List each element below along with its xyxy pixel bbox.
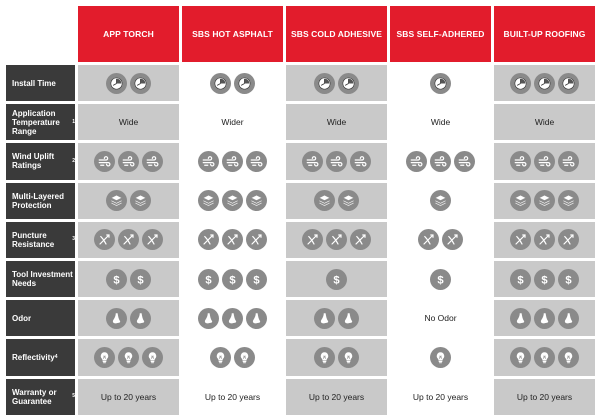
dollar-icon [130,269,151,290]
table-cell [78,379,179,415]
table-cell [286,65,387,101]
nose-icon [246,308,267,329]
layers-icon [222,190,243,211]
table-cell [286,339,387,375]
nose-icon [338,308,359,329]
table-cell [286,261,387,297]
puncture-icon [118,229,139,250]
row-label-text: Odor [12,313,32,323]
table-cell [494,65,595,101]
svg-text:$: $ [205,274,212,287]
clock-icon [558,73,579,94]
dollar-icon [246,269,267,290]
puncture-icon [142,229,163,250]
row-label [6,339,75,375]
footnote-marker: 1 [72,118,75,125]
row-label [6,379,75,415]
lightbulb-icon [210,347,231,368]
wind-icon [198,151,219,172]
table-cell [78,339,179,375]
wind-icon [302,151,323,172]
nose-icon [534,308,555,329]
dollar-icon [198,269,219,290]
puncture-icon [246,229,267,250]
layers-icon [130,190,151,211]
table-cell [390,339,491,375]
nose-icon [510,308,531,329]
table-cell [182,104,283,140]
wind-icon [222,151,243,172]
row-label-text: Multi-Layered Protection [12,191,65,210]
cell-text: Up to 20 years [516,391,573,402]
layers-icon [106,190,127,211]
table-cell [494,300,595,336]
wind-icon [118,151,139,172]
svg-text:$: $ [565,274,572,287]
wind-icon [454,151,475,172]
svg-text:$: $ [137,274,144,287]
lightbulb-icon [142,347,163,368]
dollar-icon [106,269,127,290]
row-label-text: Install Time [12,78,56,88]
cell-text: Up to 20 years [412,391,469,402]
wind-icon [430,151,451,172]
cell-text: Wide [326,117,347,128]
table-cell [182,65,283,101]
column-header: SBS HOT ASPHALT [182,6,283,62]
row-label [6,300,75,336]
layers-icon [198,190,219,211]
row-label-text: Tool Investment Needs [12,270,73,289]
nose-icon [314,308,335,329]
table-cell [78,65,179,101]
row-label [6,222,75,258]
footnote-marker: 3 [72,236,75,243]
table-cell [182,222,283,258]
row-label [6,143,75,179]
puncture-icon [222,229,243,250]
wind-icon [350,151,371,172]
cell-text: Up to 20 years [204,391,261,402]
table-cell [390,222,491,258]
layers-icon [338,190,359,211]
cell-text: Up to 20 years [308,391,365,402]
clock-icon [234,73,255,94]
cell-text: Wide [430,117,451,128]
lightbulb-icon [510,347,531,368]
table-cell [182,143,283,179]
lightbulb-icon [338,347,359,368]
table-cell [286,104,387,140]
table-cell [494,183,595,219]
footnote-marker: 2 [72,157,75,164]
svg-text:$: $ [253,274,260,287]
nose-icon [558,308,579,329]
table-corner [6,6,75,62]
puncture-icon [302,229,323,250]
clock-icon [430,73,451,94]
dollar-icon [510,269,531,290]
table-cell [78,183,179,219]
lightbulb-icon [94,347,115,368]
clock-icon [534,73,555,94]
table-cell [182,300,283,336]
dollar-icon [534,269,555,290]
table-cell [182,261,283,297]
layers-icon [510,190,531,211]
table-cell [286,379,387,415]
table-cell [494,143,595,179]
clock-icon [510,73,531,94]
puncture-icon [510,229,531,250]
svg-text:$: $ [541,274,548,287]
table-cell [182,379,283,415]
svg-text:$: $ [113,274,120,287]
cell-text: Wider [221,117,244,128]
layers-icon [246,190,267,211]
table-cell [494,261,595,297]
table-cell [390,143,491,179]
wind-icon [94,151,115,172]
column-header: APP TORCH [78,6,179,62]
table-cell [78,222,179,258]
clock-icon [314,73,335,94]
wind-icon [406,151,427,172]
cell-text: No Odor [424,313,457,324]
wind-icon [534,151,555,172]
lightbulb-icon [558,347,579,368]
lightbulb-icon [534,347,555,368]
wind-icon [246,151,267,172]
table-cell [390,183,491,219]
table-cell [182,339,283,375]
layers-icon [534,190,555,211]
puncture-icon [534,229,555,250]
table-cell [286,183,387,219]
column-header: BUILT-UP ROOFING [494,6,595,62]
row-label-text: Puncture Resistance [12,230,55,249]
wind-icon [558,151,579,172]
table-cell [390,65,491,101]
cell-text: Wide [534,117,555,128]
row-label-text: Reflectivity [12,352,55,362]
puncture-icon [558,229,579,250]
lightbulb-icon [314,347,335,368]
table-cell [494,339,595,375]
column-header: SBS COLD ADHESIVE [286,6,387,62]
svg-text:$: $ [517,274,524,287]
lightbulb-icon [430,347,451,368]
nose-icon [198,308,219,329]
table-cell [390,104,491,140]
puncture-icon [442,229,463,250]
table-cell [390,300,491,336]
nose-icon [106,308,127,329]
table-cell [182,183,283,219]
puncture-icon [350,229,371,250]
cell-text: Up to 20 years [100,391,157,402]
clock-icon [130,73,151,94]
layers-icon [430,190,451,211]
puncture-icon [94,229,115,250]
table-cell [78,143,179,179]
footnote-marker: 5 [72,393,75,400]
table-cell [78,300,179,336]
nose-icon [222,308,243,329]
row-label [6,65,75,101]
dollar-icon [558,269,579,290]
row-label [6,183,75,219]
layers-icon [314,190,335,211]
table-cell [78,261,179,297]
footnote-marker: 4 [54,353,58,360]
row-label [6,104,75,140]
puncture-icon [198,229,219,250]
row-label-text: Warranty or Guarantee [12,387,57,406]
cell-text: Wide [118,117,139,128]
lightbulb-icon [118,347,139,368]
layers-icon [558,190,579,211]
dollar-icon [222,269,243,290]
svg-text:$: $ [229,274,236,287]
wind-icon [142,151,163,172]
row-label-text: Application Temperature Range [12,108,60,136]
row-label-text: Wind Uplift Ratings [12,152,55,171]
puncture-icon [326,229,347,250]
table-cell [286,143,387,179]
column-header: SBS SELF-ADHERED [390,6,491,62]
lightbulb-icon [234,347,255,368]
row-label [6,261,75,297]
clock-icon [106,73,127,94]
table-cell [286,300,387,336]
svg-text:$: $ [437,274,444,287]
table-cell [494,379,595,415]
dollar-icon [326,269,347,290]
clock-icon [338,73,359,94]
table-cell [390,379,491,415]
clock-icon [210,73,231,94]
puncture-icon [418,229,439,250]
nose-icon [130,308,151,329]
table-cell [78,104,179,140]
wind-icon [510,151,531,172]
table-cell [390,261,491,297]
wind-icon [326,151,347,172]
table-cell [494,222,595,258]
table-cell [494,104,595,140]
dollar-icon [430,269,451,290]
table-cell [286,222,387,258]
svg-text:$: $ [333,274,340,287]
